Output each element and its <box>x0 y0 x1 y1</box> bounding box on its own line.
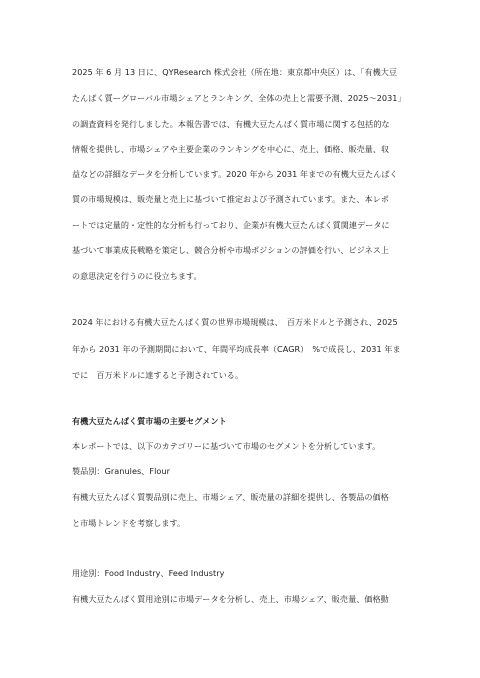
intro-line: 情報を提供し、市場シェアや主要企業のランキングを中心に、売上、価格、販売量、収 <box>72 144 390 154</box>
market-line: でに 百万米ドルに達すると予測されている。 <box>72 370 244 380</box>
product-line: 有機大豆たんぱく質製品別に売上、市場シェア、販売量の詳細を提供し、各製品の価格 <box>72 492 389 502</box>
segment-intro: 本レポートでは、以下のカテゴリーに基づいて市場のセグメントを分析しています。 <box>72 441 381 451</box>
intro-line: 基づいて事業成長戦略を策定し、競合分析や市場ポジションの評価を行い、ビジネス上 <box>72 245 390 255</box>
application-line: 有機大豆たんぱく質用途別に市場データを分析し、売上、市場シェア、販売量、価格動 <box>72 594 389 604</box>
intro-line: の意思決定を行うのに役立ちます。 <box>72 271 202 281</box>
intro-line: 益などの詳細なデータを分析しています。2020 年から 2031 年までの有機大豆たんぱく <box>72 169 398 179</box>
intro-line: 質の市場規模は、販売量と売上に基づいて推定および予測されています。また、本レポ <box>72 194 389 204</box>
intro-line: ートでは定量的・定性的な分析も行っており、企業が有機大豆たんぱく質関連データに <box>72 220 390 230</box>
intro-line: 2025 年 6 月 13 日に、QYResearch 株式会社（所在地：東京都中央区）は、「有機大豆 <box>72 67 398 77</box>
application-label: 用途別：Food Industry、Feed Industry <box>72 568 225 578</box>
intro-line: の調査資料を発行しました。本報告書では、有機大豆たんぱく質市場に関する包括的な <box>72 119 390 129</box>
market-line: 2024 年における有機大豆たんぱく質の世界市場規模は、 百万米ドルと予測され、2025 <box>72 317 398 327</box>
intro-line: たんぱく質ーグローバル市場シェアとランキング、全体の売上と需要予測、2025〜2031」 <box>72 93 406 103</box>
segment-heading: 有機大豆たんぱく質市場の主要セグメント <box>72 416 227 426</box>
product-label: 製品別：Granules、Flour <box>72 466 170 476</box>
market-line: 年から 2031 年の予測期間において、年間平均成長率（CAGR） %で成長し、2031 年ま <box>72 344 401 354</box>
product-line: と市場トレンドを考察します。 <box>72 518 186 528</box>
